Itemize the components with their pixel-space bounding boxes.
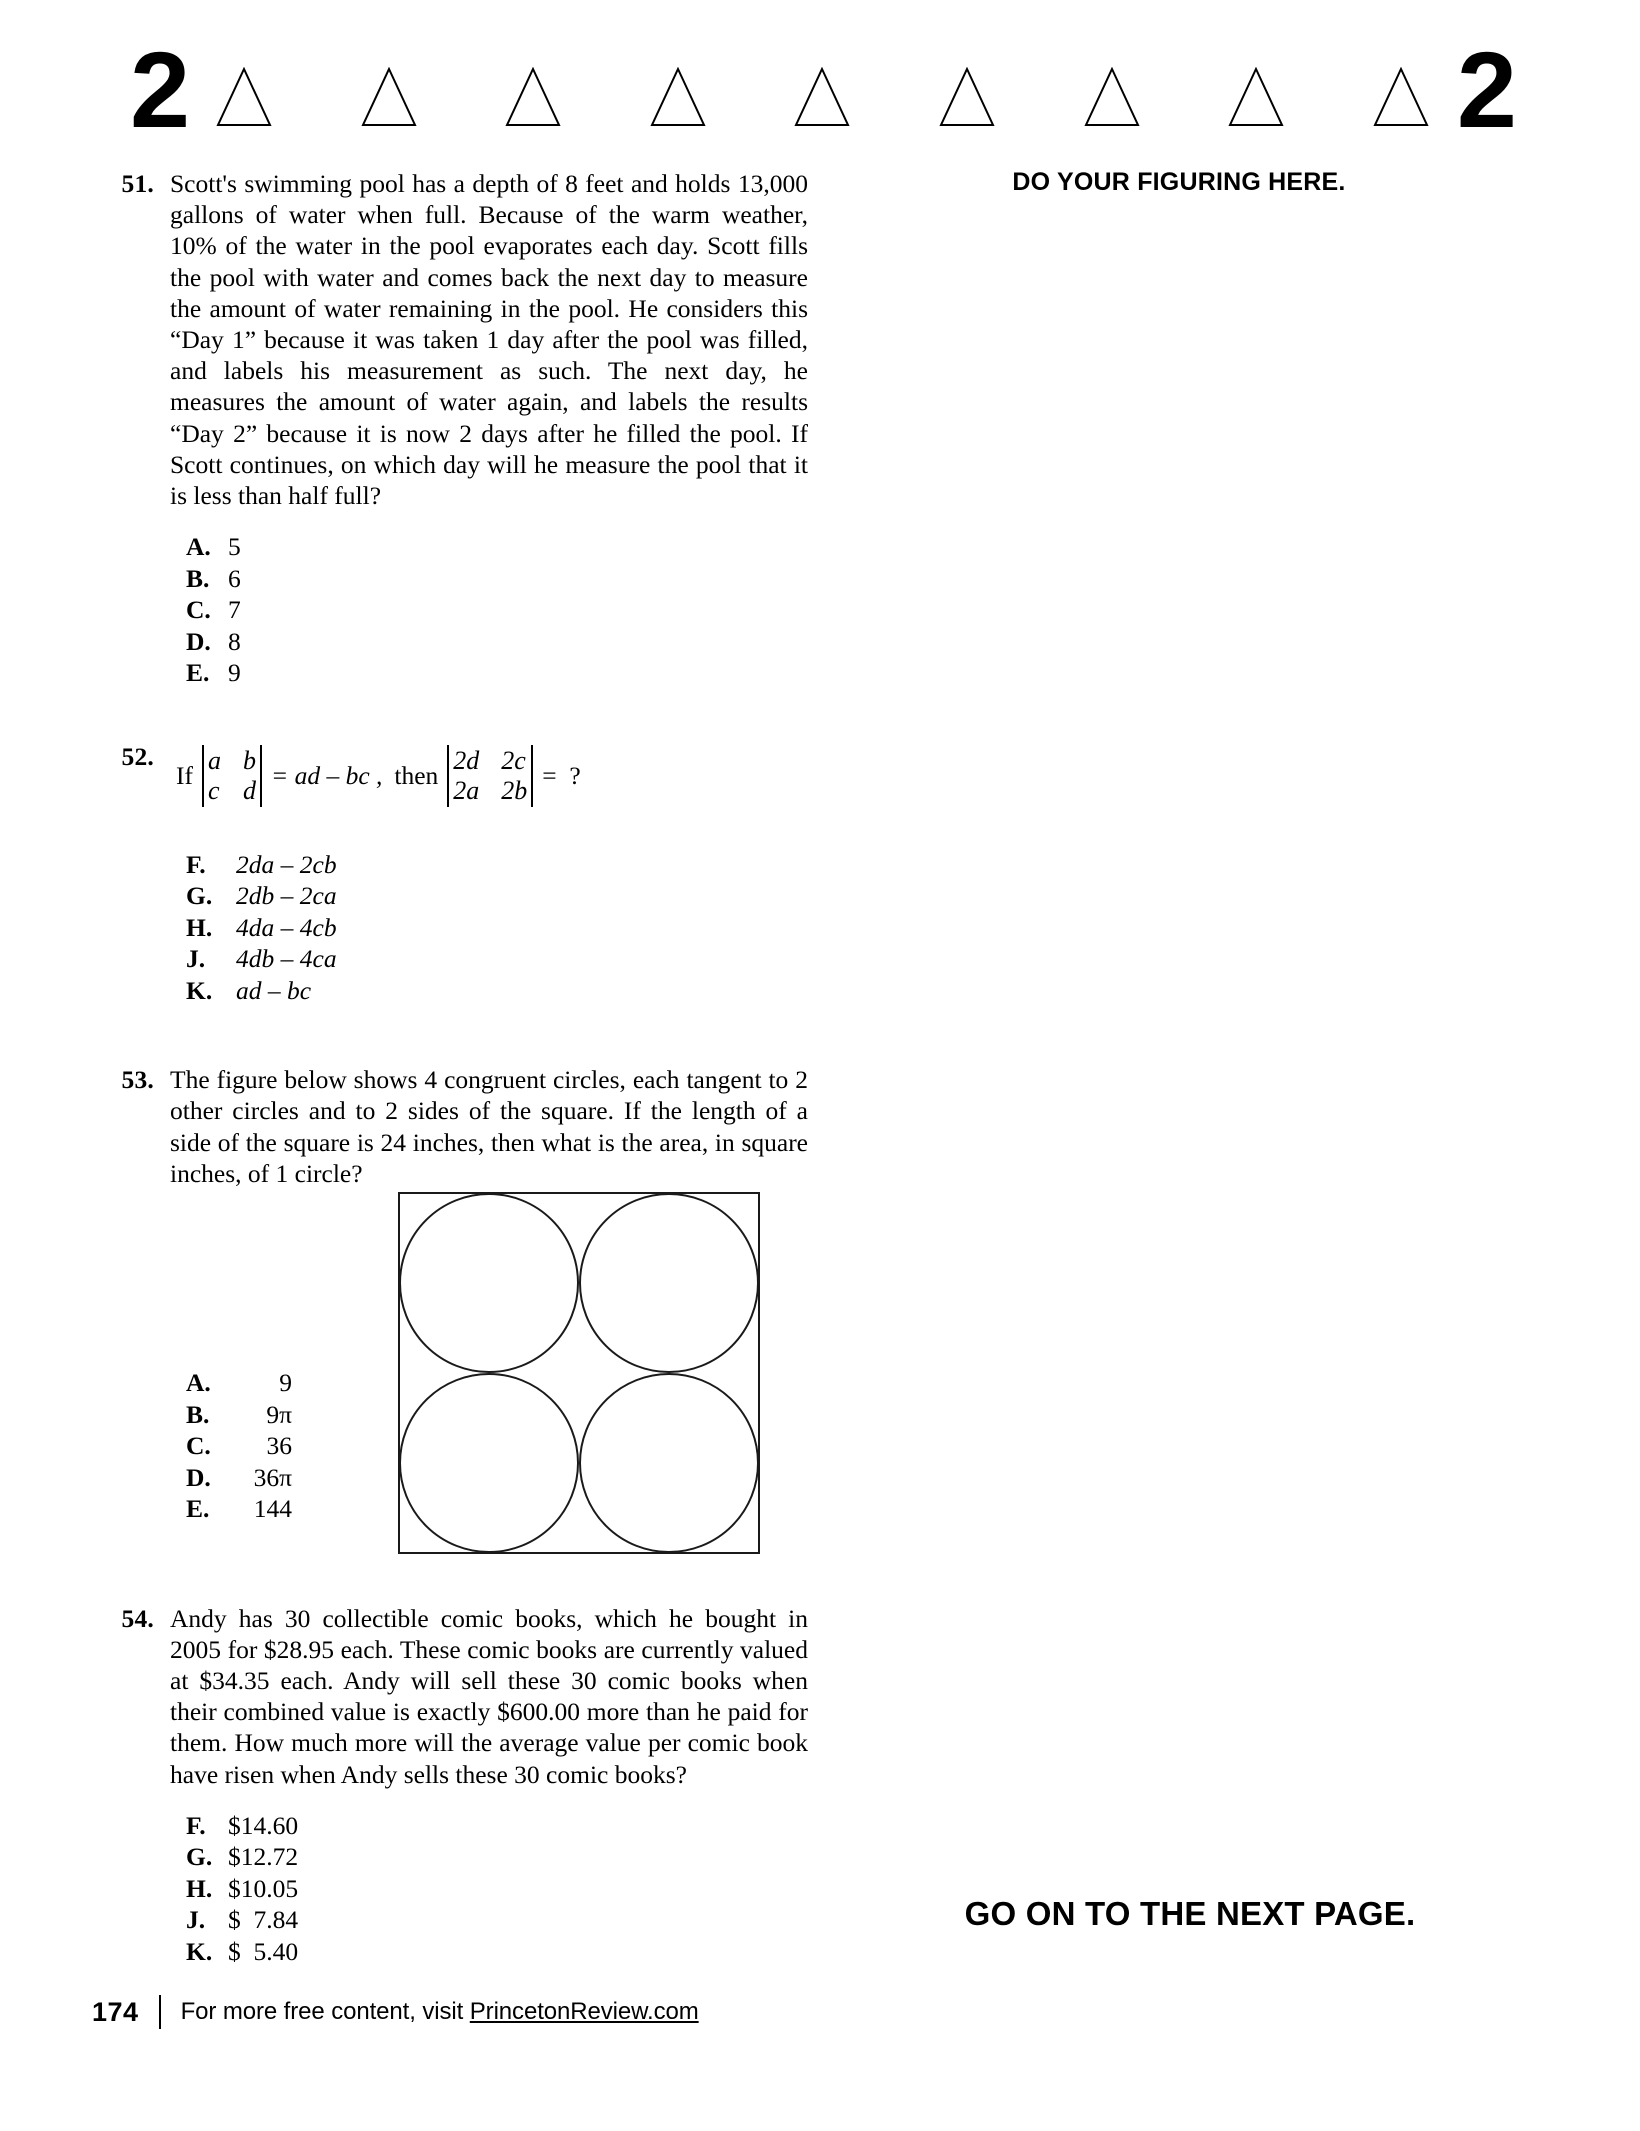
choice-letter: J. <box>186 944 206 974</box>
choice-value: $ 7.84 <box>228 1905 299 1935</box>
question-51 <box>108 168 808 689</box>
choice-letter: K. <box>186 975 213 1005</box>
choice-value: $12.72 <box>228 1842 299 1872</box>
answer-choices-52 <box>170 849 808 1007</box>
answer-choice[interactable] <box>186 943 808 975</box>
answer-choice[interactable] <box>186 912 808 944</box>
determinant-bar-right <box>531 745 533 807</box>
choice-value: $14.60 <box>228 1810 299 1840</box>
choice-value: 144 <box>253 1494 292 1524</box>
figure-square-with-four-circles <box>398 1192 760 1559</box>
question-54 <box>108 1603 808 1968</box>
answer-choice[interactable] <box>186 657 808 689</box>
answer-choice[interactable] <box>186 975 808 1007</box>
matrix-cell: a <box>207 745 221 775</box>
choice-value: ad – bc <box>236 975 312 1005</box>
answer-choice[interactable] <box>186 1936 808 1968</box>
answer-choices-51 <box>170 531 808 689</box>
choice-letter: H. <box>186 912 213 942</box>
choice-value: 9 <box>279 1368 292 1398</box>
choice-value: 8 <box>228 626 241 656</box>
matrix-cell: b <box>242 745 256 775</box>
answer-choice[interactable] <box>186 1841 808 1873</box>
tail-question-mark: = ? <box>542 760 581 790</box>
choice-letter: C. <box>186 595 211 625</box>
page-number: 174 <box>92 1996 139 2027</box>
question-number: 54. <box>121 1603 154 1633</box>
choice-value: 9π <box>266 1399 292 1429</box>
choice-value: $ 5.40 <box>228 1936 299 1966</box>
choice-value: 2db – 2ca <box>236 881 337 911</box>
triangle-outline-icon <box>1084 67 1140 132</box>
section-number-left: 2 <box>130 29 189 151</box>
footer-divider <box>159 1995 161 2029</box>
matrix-cell: 2b <box>501 775 528 805</box>
choice-letter: J. <box>186 1905 206 1935</box>
question-number: 51. <box>121 169 154 198</box>
triangle-outline-icon <box>794 67 850 132</box>
triangle-outline-icon <box>505 67 561 132</box>
question-text: Scott's swimming pool has a depth of 8 feet and holds 13,000 gallons of water when full. Because of the warm weather, 10% of the water in the pool evaporates each day. Scott fills the pool with water and comes back the next day to measure the amount of water remaining in the pool. He considers this “Day 1” because it was taken 1 day after the pool was filled, and labels his measurement as such. The next day, he measures the amount of water again, and labels the results “Day 2” because it is now 2 days after he filled the pool. If Scott continues, on which day will he measure the pool that it is less than half full? <box>170 169 808 511</box>
answer-choice[interactable] <box>186 626 808 658</box>
choice-value: 7 <box>228 595 241 625</box>
then-word: then <box>394 760 439 790</box>
determinant-bar-right <box>260 745 262 807</box>
choice-value: 5 <box>228 532 241 562</box>
choice-letter: G. <box>186 881 213 911</box>
triangle-outline-icon <box>939 67 995 132</box>
choice-letter: A. <box>186 1368 211 1398</box>
triangle-outline-icon <box>361 67 417 132</box>
triangle-outline-icon <box>216 67 272 132</box>
choice-value: 36 <box>266 1431 292 1461</box>
choice-letter: D. <box>186 626 211 656</box>
matrix-cell: 2c <box>501 745 526 775</box>
answer-choice[interactable] <box>186 563 808 595</box>
figuring-column <box>860 168 1520 197</box>
footer-note-prefix: For more free content, visit <box>180 1998 470 2025</box>
footer-note <box>181 1998 699 2026</box>
matrix-cell: c <box>207 775 220 805</box>
choice-letter: B. <box>186 563 210 593</box>
question-text: The figure below shows 4 congruent circles, each tangent to 2 other circles and to 2 sides of the square. If the length of a side of the square is 24 inches, then what is the area, in square inches, of 1 circle? <box>170 1065 808 1188</box>
answer-choice[interactable] <box>186 594 808 626</box>
matrix-2d2c2a2b <box>447 745 533 807</box>
triangle-outline-icon <box>650 67 706 132</box>
choice-value: $10.05 <box>228 1873 299 1903</box>
choice-letter: E. <box>186 1494 210 1524</box>
choice-value: 4db – 4ca <box>236 944 337 974</box>
choice-letter: F. <box>186 849 206 879</box>
triangle-divider-row <box>188 67 1457 135</box>
choice-letter: B. <box>186 1399 210 1429</box>
choice-letter: D. <box>186 1462 211 1492</box>
triangle-outline-icon <box>1228 67 1284 132</box>
answer-choice[interactable] <box>186 849 808 881</box>
choice-letter: F. <box>186 1810 206 1840</box>
choice-value: 6 <box>228 563 241 593</box>
choice-letter: A. <box>186 532 211 562</box>
equals-expression: = ad – bc , <box>270 760 383 790</box>
triangle-outline-icon <box>1373 67 1429 132</box>
question-number: 53. <box>121 1065 154 1095</box>
section-number-right: 2 <box>1456 29 1515 151</box>
determinant-expression <box>170 745 808 807</box>
answer-choice[interactable] <box>186 531 808 563</box>
answer-choice[interactable] <box>186 1904 808 1936</box>
answer-choices-54 <box>170 1810 808 1968</box>
figuring-heading: DO YOUR FIGURING HERE. <box>1012 168 1346 196</box>
matrix-cell: 2a <box>453 775 480 805</box>
question-number: 52. <box>121 741 154 771</box>
if-word: If <box>176 760 193 790</box>
choice-letter: K. <box>186 1936 213 1966</box>
matrix-cell: 2d <box>453 745 480 775</box>
answer-choice[interactable] <box>186 1873 808 1905</box>
page-header <box>130 29 1515 151</box>
go-on-notice: GO ON TO THE NEXT PAGE. <box>964 1895 1416 1932</box>
choice-value: 36π <box>253 1462 292 1492</box>
choice-letter: E. <box>186 658 210 688</box>
choice-value: 4da – 4cb <box>236 912 337 942</box>
choice-letter: H. <box>186 1873 213 1903</box>
choice-value: 2da – 2cb <box>236 849 337 879</box>
choice-letter: C. <box>186 1431 211 1461</box>
answer-choice[interactable] <box>186 880 808 912</box>
questions-column <box>108 168 808 1967</box>
matrix-abcd <box>202 745 262 807</box>
page-footer <box>92 1995 699 2029</box>
princeton-review-link[interactable]: PrincetonReview.com <box>469 1998 699 2025</box>
answer-choice[interactable] <box>186 1810 808 1842</box>
matrix-cell: d <box>242 775 256 805</box>
question-text: Andy has 30 collectible comic books, which he bought in 2005 for $28.95 each. These comic books are currently valued at $34.35 each. Andy will sell these 30 comic books when their combined value is exactly $600.00 more than he paid for them. How much more will the average value per comic book have risen when Andy sells these 30 comic books? <box>170 1603 808 1789</box>
choice-value: 9 <box>228 658 241 688</box>
choice-letter: G. <box>186 1842 213 1872</box>
question-52 <box>108 741 808 1007</box>
